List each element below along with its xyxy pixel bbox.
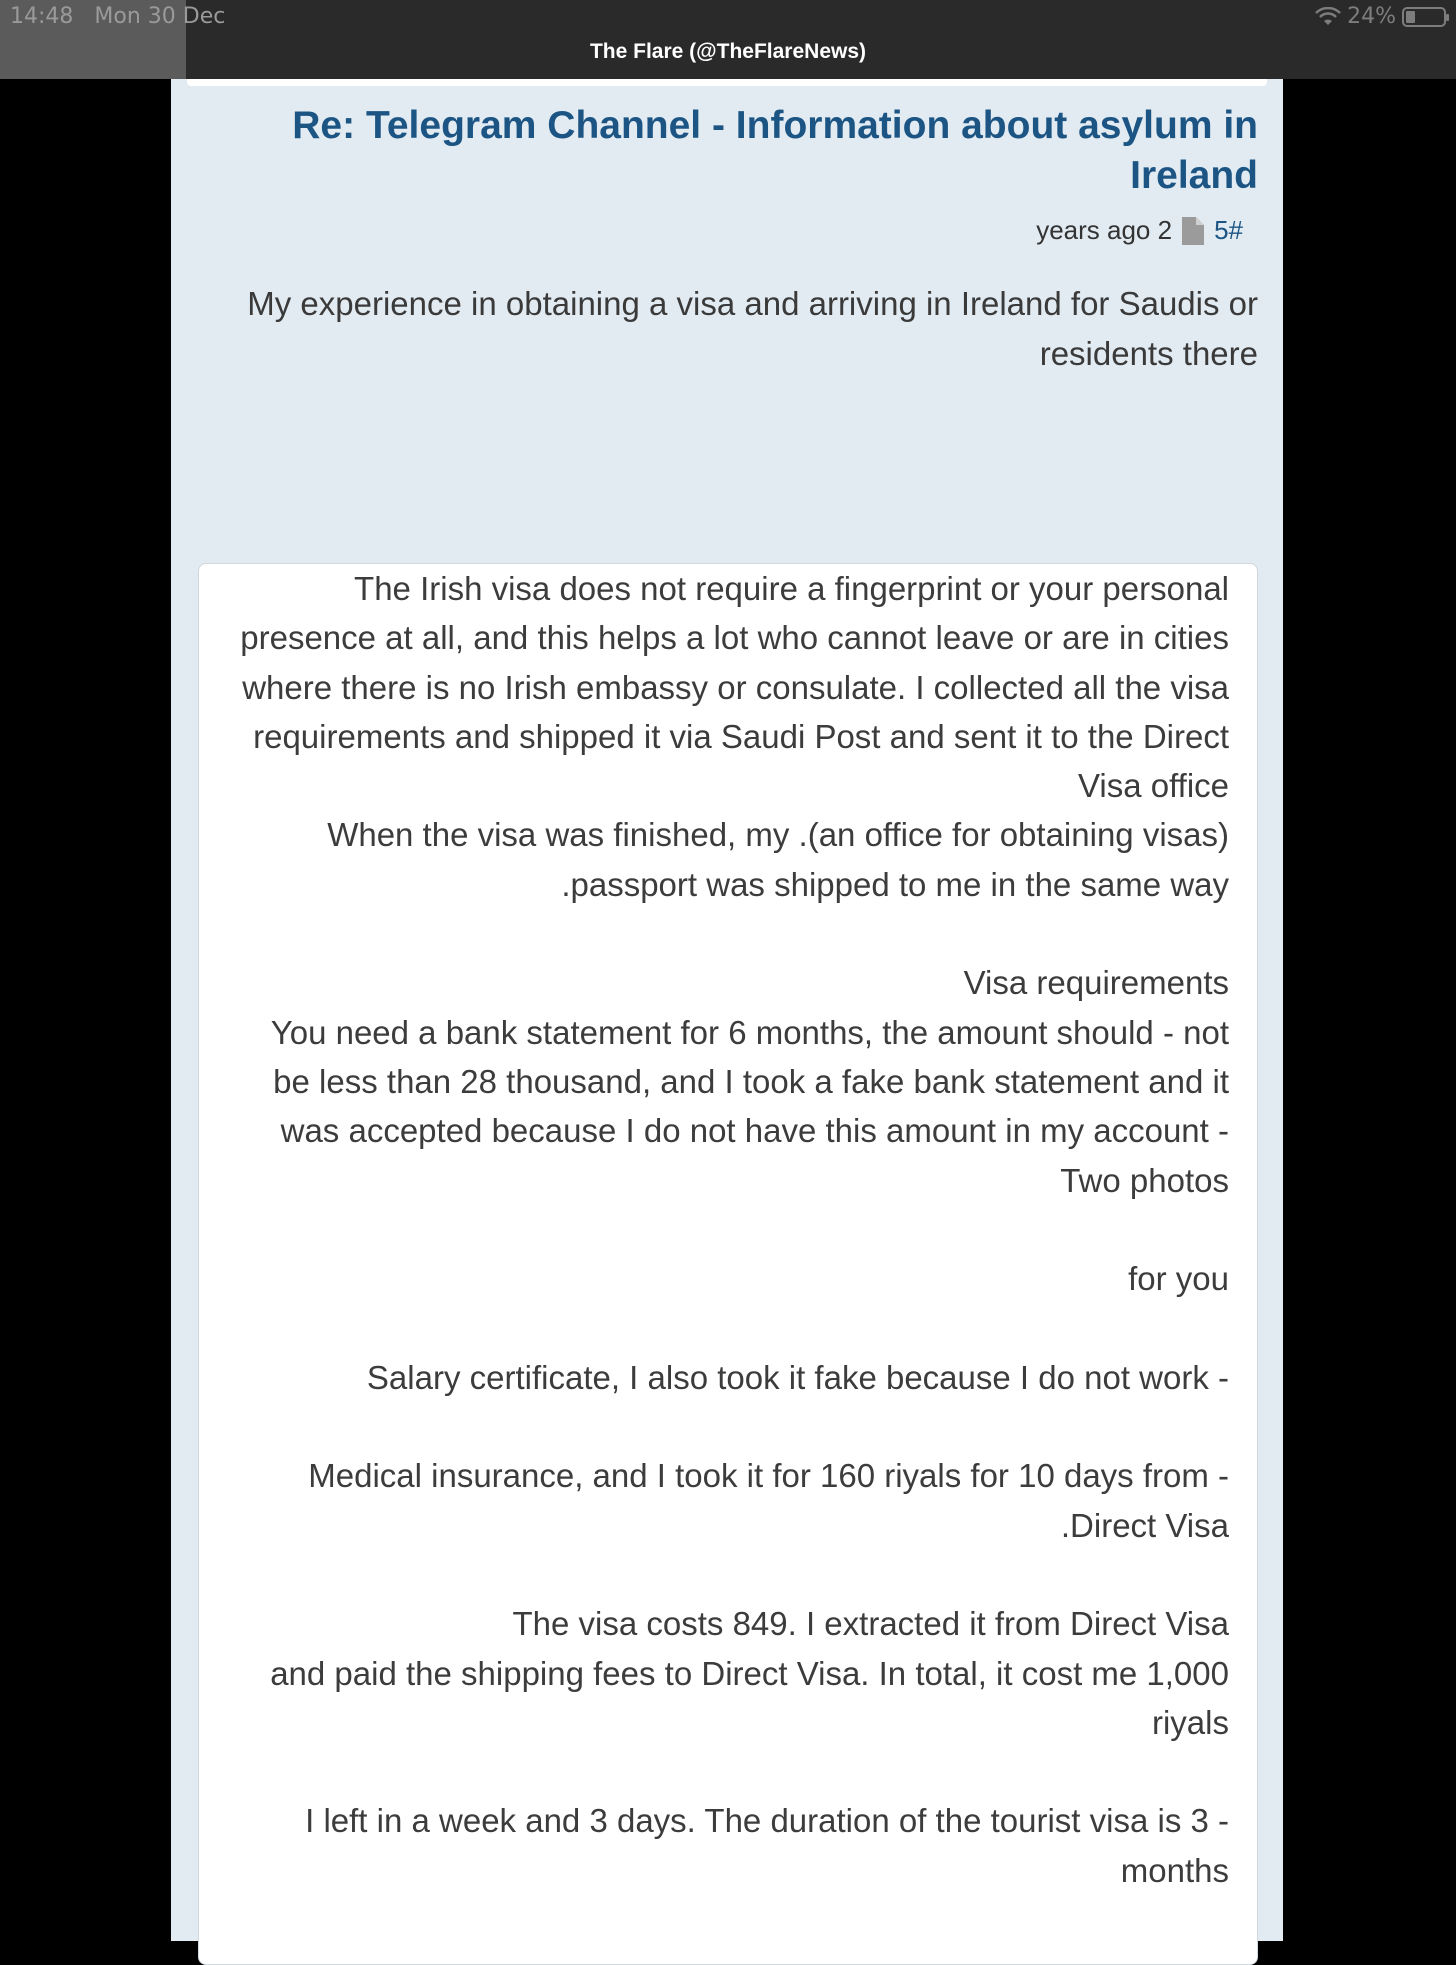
status-date: Mon 30 Dec [94,4,226,29]
battery-icon [1402,7,1446,27]
previous-card-edge [187,79,1267,86]
body-paragraph: The Irish visa does not require a fingerprint or your personal presence at all, and this helps a lot who cannot leave or are in cities where there is no Irish embassy or consulate. I collected all the visa requirements and shipped it via Saudi Post and sent it to the Direct Visa office [240,570,1229,805]
app-title: The Flare (@TheFlareNews) [589,40,867,63]
body-heading: Visa requirements [963,964,1229,1002]
post-number-link[interactable]: 5# [1214,215,1243,245]
body-paragraph: for you [1128,1260,1229,1298]
body-paragraph: Salary certificate, I also took it fake because I do not work - [366,1358,1229,1396]
status-bar-right [1315,4,1446,29]
body-paragraph: I left in a week and 3 days. The duration of the tourist visa is 3 - months [305,1802,1229,1889]
body-paragraph: You need a bank statement for 6 months, the amount should - not be less than 28 thousand, and I took a fake bank statement and it was accepted because I do not have this amount in my account - Two photos [270,1013,1229,1199]
post-body [239,564,1229,1895]
top-bar [0,0,1456,79]
body-paragraph: Medical insurance, and I took it for 160 riyals for 10 days from - .Direct Visa [308,1457,1229,1544]
post-page[interactable] [171,79,1283,1941]
status-time: 14:48 [10,4,74,29]
body-paragraph: and paid the shipping fees to Direct Visa. In total, it cost me 1,000 riyals [270,1654,1229,1741]
wifi-icon [1315,7,1341,27]
body-paragraph: When the visa was finished, my .(an office for obtaining visas) .passport was shipped to me in the same way [327,816,1229,903]
battery-fill [1406,11,1415,23]
post-meta [1036,215,1243,246]
body-paragraph: The visa costs 849. I extracted it from Direct Visa [512,1605,1229,1643]
document-icon [1182,217,1204,245]
post-time: years ago 2 [1036,215,1173,245]
post-body-card [198,563,1258,1965]
status-clock [10,4,225,29]
battery-percent: 24% [1347,4,1396,29]
post-title[interactable]: Re: Telegram Channel - Information about asylum in Ireland [292,104,1258,197]
post-subtitle: My experience in obtaining a visa and arriving in Ireland for Saudis or residents there [247,285,1258,372]
